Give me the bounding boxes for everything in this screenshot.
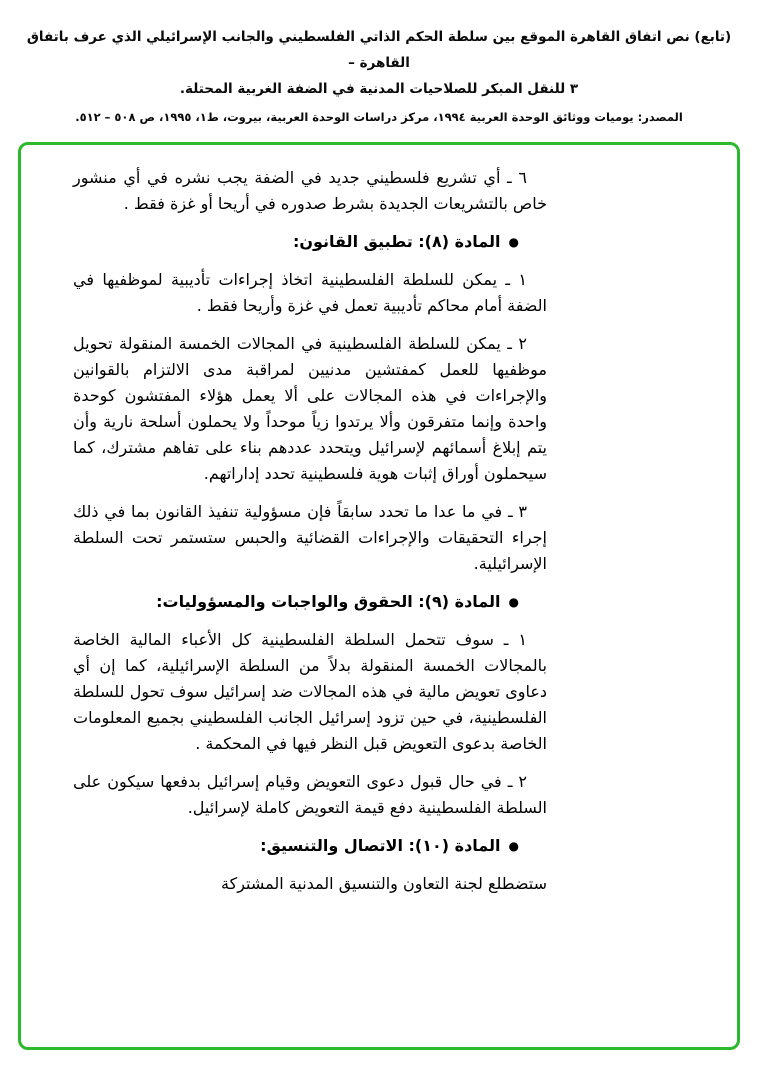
header-source-line: المصدر: يوميات ووثائق الوحدة العربية ١٩٩٤، مركز دراسات الوحدة العربية، بيروت، ط١، ١٩٩٥، ص ٥٠٨ – ٥١٢. <box>75 110 683 124</box>
green-border-frame <box>18 142 740 1050</box>
article-8-heading-text: المادة (٨): تطبيق القانون: <box>292 232 501 251</box>
bullet-icon: ● <box>508 595 519 609</box>
paragraph-article-8-clause-2: ٢ ـ يمكن للسلطة الفلسطينية في المجالات الخمسة المنقولة تحويل موظفيها للعمل كمفتشين مدنيين لمراقبة مدى الالتزام بالقوانين والإجراءات في هذه المجالات على ألا يعمل هؤلاء المفتشون كوحدة واحدة وإنما متفرقون وألا يرتدوا زياً موحداً ولا يحملون أسلحة نارية وأن يتم إبلاغ أسمائهم لإسرائيل ويتحدد عددهم بناء على تفاهم مشترك، كما سيحملون أوراق إثبات هوية فلسطينية تحدد إداراتهم. <box>73 334 547 483</box>
paragraph-article-10-opening: ستضطلع لجنة التعاون والتنسيق المدنية المشتركة <box>221 874 547 893</box>
article-10-heading-text: المادة (١٠): الاتصال والتنسيق: <box>260 836 501 855</box>
article-9-heading <box>73 589 547 615</box>
bullet-icon: ● <box>508 235 519 249</box>
article-9-heading-text: المادة (٩): الحقوق والواجبات والمسؤوليات: <box>156 592 501 611</box>
paragraph-article-8-clause-3: ٣ ـ في ما عدا ما تحدد سابقاً فإن مسؤولية تنفيذ القانون بما في ذلك إجراء التحقيقات والإجراءات القضائية والحبس ستستمر تحت السلطة الإسرائيلية. <box>73 502 547 573</box>
bullet-icon: ● <box>508 839 519 853</box>
paragraph-clause-6: ٦ ـ أي تشريع فلسطيني جديد في الضفة يجب نشره في أي منشور خاص بالتشريعات الجديدة بشرط صدوره في أريحا أو غزة فقط . <box>73 168 547 213</box>
header-title-line-1: (تابع) نص اتفاق القاهرة الموقع بين سلطة الحكم الذاتي الفلسطيني والجانب الإسرائيلي الذي عرف باتفاق القاهرة – <box>26 29 732 71</box>
article-8-heading <box>73 229 547 255</box>
paragraph-article-9-clause-1: ١ ـ سوف تتحمل السلطة الفلسطينية كل الأعباء المالية الخاصة بالمجالات الخمسة المنقولة بدلاً من السلطة الإسرائيلية، كما إن أي دعاوى تعويض مالية في هذه المجالات ضد إسرائيل سوف تحول للسلطة الفلسطينية، في حين تزود إسرائيل الجانب الفلسطيني بجميع المعلومات الخاصة بدعوى التعويض قبل النظر فيها في المحكمة . <box>73 630 547 753</box>
article-10-heading <box>73 833 547 859</box>
paragraph-article-9-clause-2: ٢ ـ في حال قبول دعوى التعويض وقيام إسرائيل بدفعها سيكون على السلطة الفلسطينية دفع قيمة التعويض كاملة لإسرائيل. <box>73 772 547 817</box>
document-body <box>73 165 547 909</box>
paragraph-article-8-clause-1: ١ ـ يمكن للسلطة الفلسطينية اتخاذ إجراءات تأديبية لموظفيها في الضفة أمام محاكم تأديبية تعمل في غزة وأريحا فقط . <box>73 270 547 315</box>
header-title-line-2: ٣ للنقل المبكر للصلاحيات المدنية في الضفة الغربية المحتلة. <box>179 81 579 97</box>
page-header <box>19 24 739 130</box>
